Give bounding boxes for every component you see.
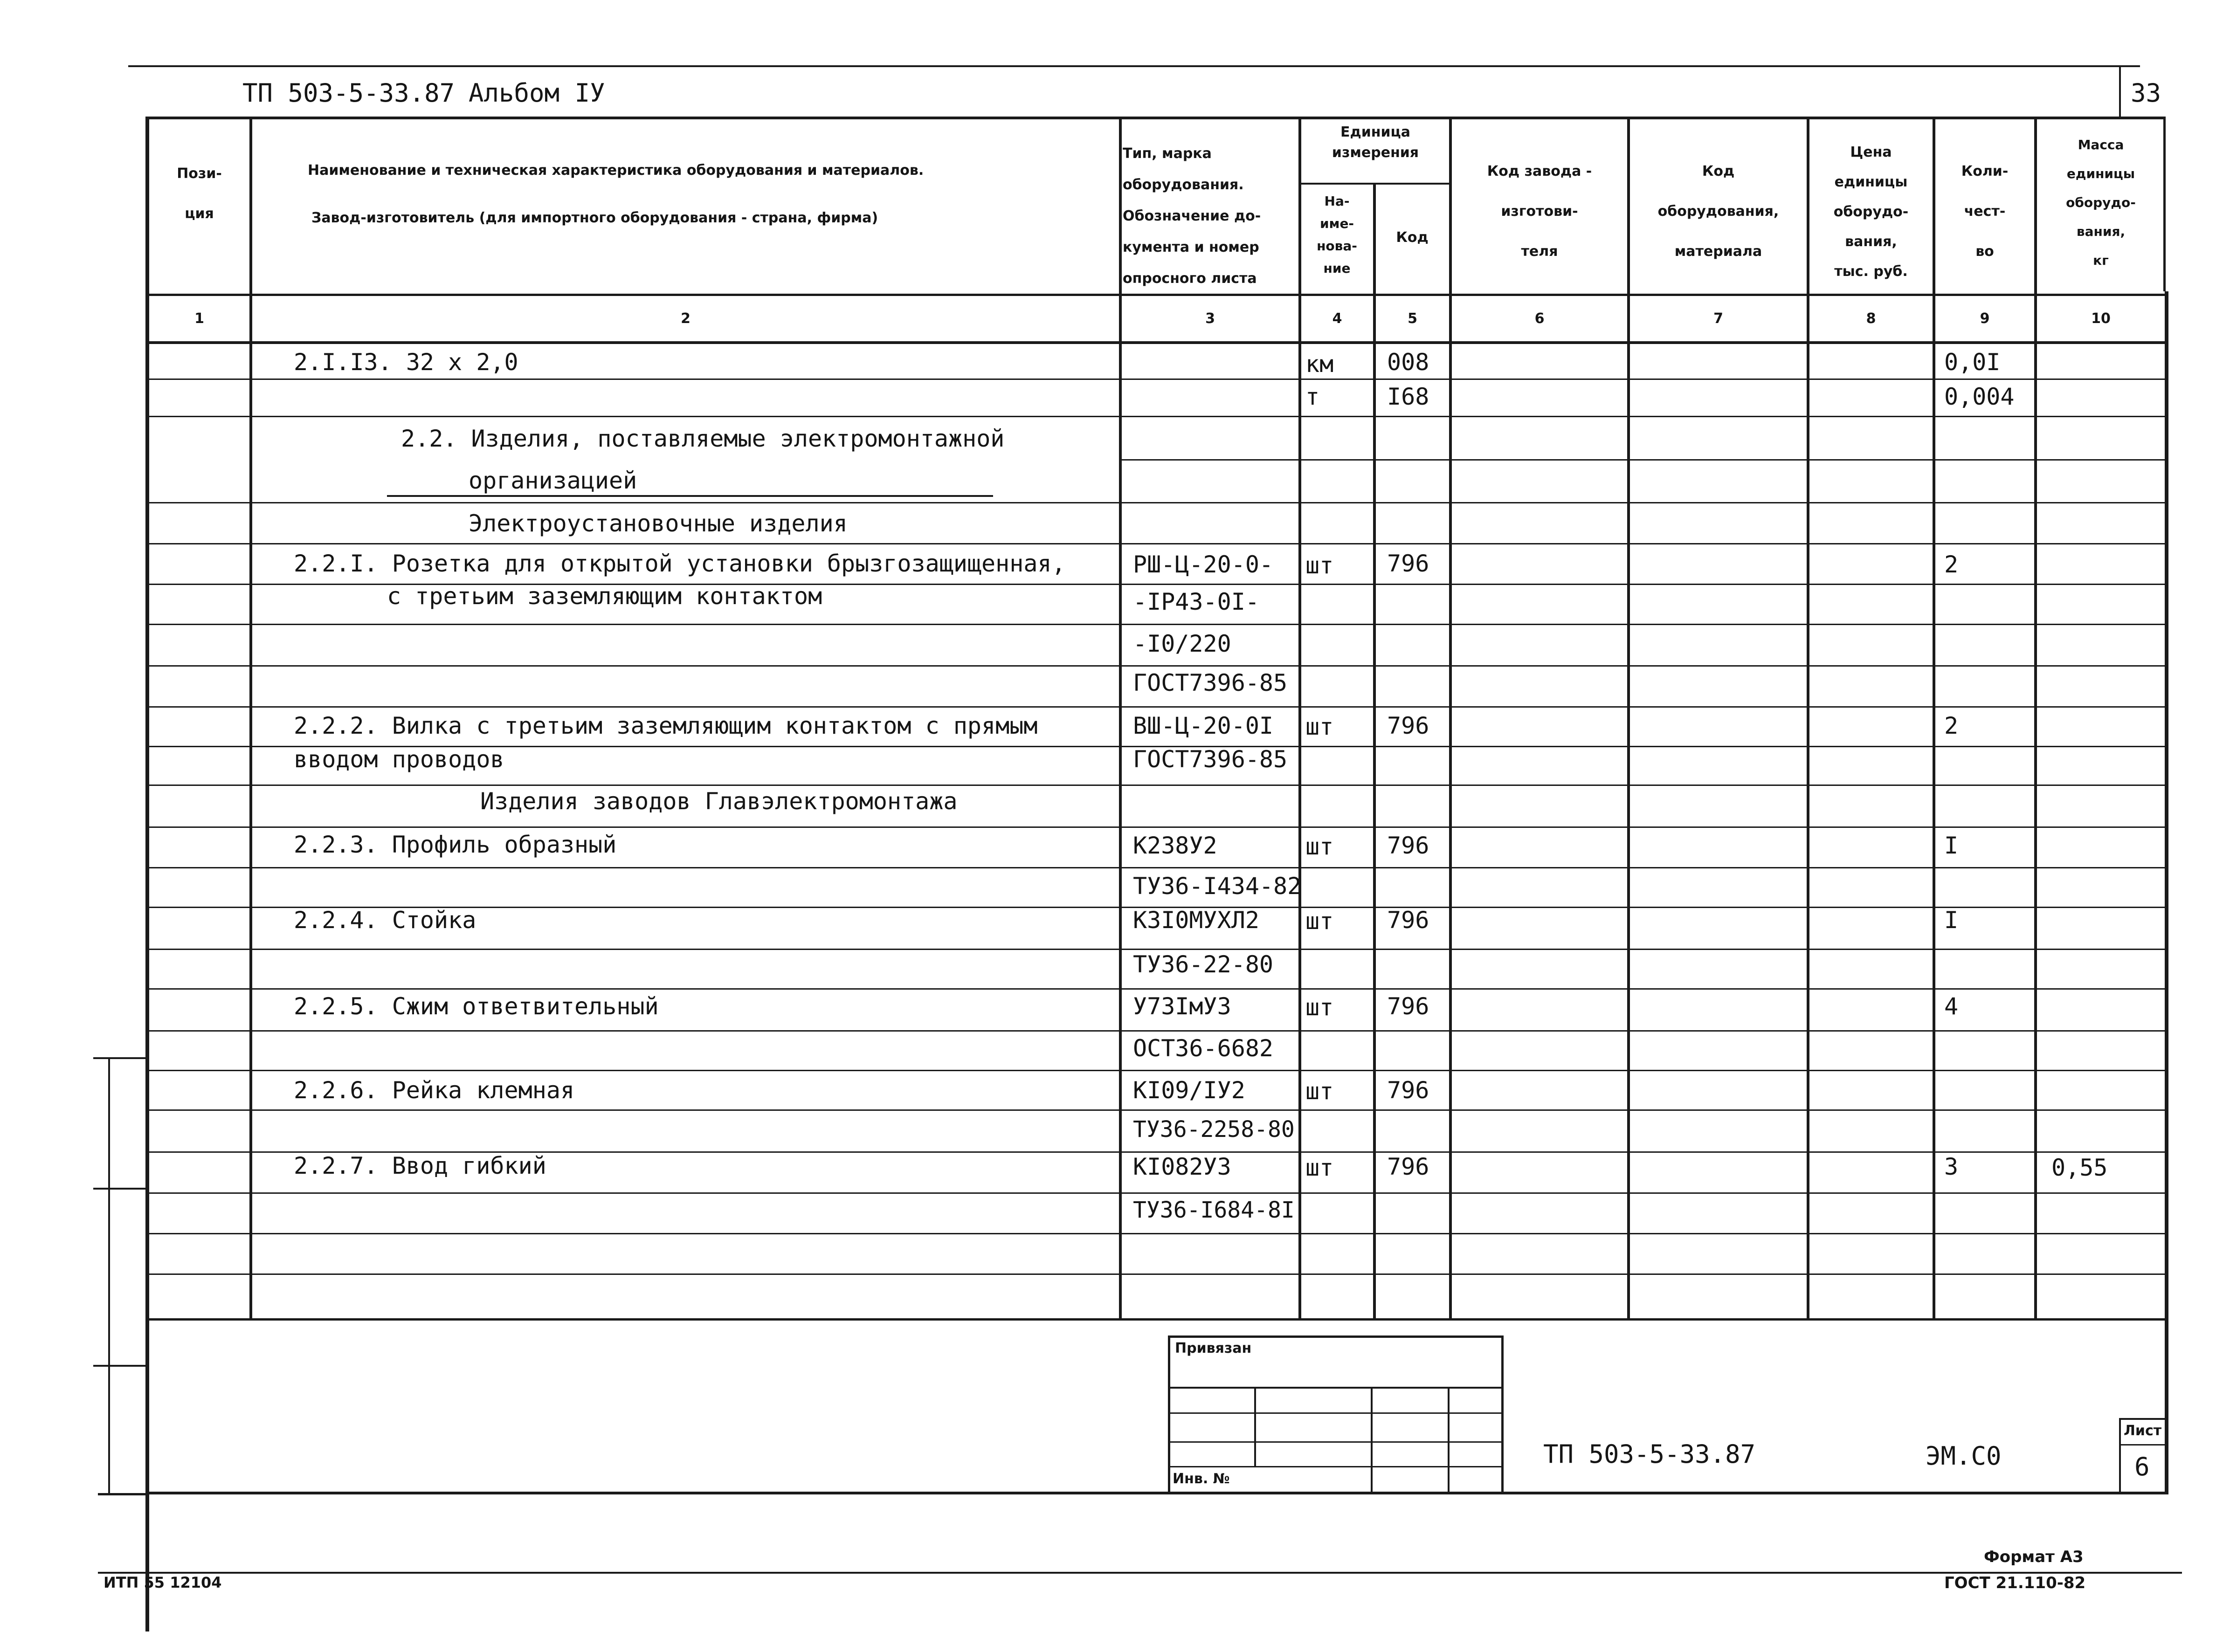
footer-format: Формат А3 xyxy=(1984,1548,2084,1566)
table-right-border xyxy=(2165,291,2168,1494)
page-number-box-left xyxy=(2119,65,2121,117)
col-num-9: 9 xyxy=(1980,310,1990,327)
row-type: -IР43-0I- xyxy=(1133,588,1259,615)
row-rule xyxy=(148,1192,2165,1194)
row-rule xyxy=(148,1233,2165,1234)
row-name: 2.2.3. Профиль образный xyxy=(294,831,617,858)
inv-number-label: Инв. № xyxy=(1173,1471,1230,1487)
privyazan-col xyxy=(1448,1387,1450,1494)
row-unit: шт xyxy=(1305,552,1334,579)
row-qty: 2 xyxy=(1944,712,1959,739)
footer-rule xyxy=(98,1572,2182,1574)
row-qty: I xyxy=(1944,907,1959,934)
sheet-box-top xyxy=(2119,1418,2168,1420)
row-rule xyxy=(148,416,2165,417)
col-header-price: Цена единицы оборудо- вания, тыс. руб. xyxy=(1833,144,1909,280)
row-rule xyxy=(148,1273,2165,1275)
col-line-1 xyxy=(249,117,252,1319)
row-type: -I0/220 xyxy=(1133,630,1231,657)
row-type: ОСТ36-6682 xyxy=(1133,1035,1274,1062)
col-header-name-line2: Завод-изготовитель (для импортного оборудования - страна, фирма) xyxy=(311,210,878,226)
page-number: 33 xyxy=(2131,78,2161,108)
col-num-6: 6 xyxy=(1534,310,1545,327)
row-qty: 0,0I xyxy=(1944,349,2001,376)
row-qty: I xyxy=(1944,832,1959,859)
col-header-type: Тип, марка оборудования. Обозначение до- кумента и номер опросного листа xyxy=(1123,145,1261,287)
row-rule xyxy=(148,1030,2165,1032)
privyazan-left xyxy=(1168,1335,1170,1494)
row-code: 008 xyxy=(1387,349,1429,376)
col-line-2 xyxy=(1119,117,1122,1319)
row-type: КI09/IУ2 xyxy=(1133,1077,1245,1104)
row-qty: 3 xyxy=(1944,1153,1959,1180)
row-name: 2.I.I3. 32 х 2,0 xyxy=(294,349,518,376)
privyazan-top xyxy=(1168,1335,1504,1338)
row-type: У73IмУ3 xyxy=(1133,993,1231,1020)
row-name: 2.2.4. Стойка xyxy=(294,907,476,934)
table-top-border xyxy=(148,117,2165,119)
col-num-7: 7 xyxy=(1713,310,1723,327)
binding-strip-line xyxy=(108,1057,110,1493)
row-rule xyxy=(148,502,2165,503)
col-line-3 xyxy=(1298,117,1301,1319)
row-rule xyxy=(148,665,2165,667)
col-header-quantity: Коли- чест- во xyxy=(1961,163,2009,260)
row-name: с третьим заземляющим контактом xyxy=(387,583,822,610)
header-doc-code: ТП 503-5-33.87 xyxy=(242,78,455,108)
row-qty: 2 xyxy=(1944,551,1959,578)
sheet-label: Лист xyxy=(2124,1423,2162,1439)
row-name: 2.2.I. Розетка для открытой установки брызгозащищенная, xyxy=(294,550,1066,577)
row-name: 2.2.2. Вилка с третьим заземляющим контактом с прямым xyxy=(294,712,1038,739)
row-rule xyxy=(148,988,2165,990)
col-num-8: 8 xyxy=(1866,310,1876,327)
row-code: 796 xyxy=(1387,712,1429,739)
row-name: 2.2.7. Ввод гибкий xyxy=(294,1152,546,1179)
row-type: ТУ36-22-80 xyxy=(1133,951,1274,978)
row-code: 796 xyxy=(1387,550,1429,577)
subsection-title: Изделия заводов Главэлектромонтажа xyxy=(480,788,958,815)
row-type: ТУ36-I434-82 xyxy=(1133,873,1302,900)
row-rule xyxy=(148,379,2165,380)
privyazan-rule xyxy=(1168,1466,1504,1467)
col-header-name-line1: Наименование и техническая характеристика оборудования и материалов. xyxy=(308,162,924,179)
col-header-factory-code: Код завода - изготови- теля xyxy=(1487,163,1592,260)
title-section: ЭМ.С0 xyxy=(1926,1441,2002,1471)
row-rule xyxy=(148,826,2165,828)
row-unit: шт xyxy=(1305,994,1334,1021)
row-unit: шт xyxy=(1305,713,1334,740)
row-rule xyxy=(148,543,2165,544)
row-type: РШ-Ц-20-0- xyxy=(1133,551,1274,578)
privyazan-rule xyxy=(1168,1387,1504,1389)
row-unit: шт xyxy=(1305,908,1334,935)
row-unit: шт xyxy=(1305,1078,1334,1105)
privyazan-rule xyxy=(1168,1441,1504,1443)
col-line-4 xyxy=(1373,183,1376,1319)
col-header-position: Пози- ция xyxy=(177,165,222,222)
row-name: 2.2.6. Рейка клемная xyxy=(294,1077,575,1104)
section-underline xyxy=(387,495,993,497)
sheet-box-rule xyxy=(2119,1444,2168,1446)
col-line-6 xyxy=(1627,117,1630,1319)
row-type: К238У2 xyxy=(1133,832,1217,859)
row-rule xyxy=(148,785,2165,786)
row-type: ГОСТ7396-85 xyxy=(1133,669,1288,696)
col-line-8 xyxy=(1933,117,1935,1319)
row-unit: шт xyxy=(1305,1154,1334,1181)
unit-group-rule xyxy=(1298,183,1452,185)
row-rule xyxy=(148,1070,2165,1071)
row-type: ВШ-Ц-20-0I xyxy=(1133,712,1274,739)
row-code: I68 xyxy=(1387,383,1429,410)
binding-mark xyxy=(98,1493,147,1495)
title-doc-code: ТП 503-5-33.87 xyxy=(1543,1439,1756,1469)
binding-mark xyxy=(93,1365,147,1367)
row-qty: 0,004 xyxy=(1944,383,2015,410)
row-code: 796 xyxy=(1387,993,1429,1020)
col-num-5: 5 xyxy=(1408,310,1417,327)
row-type: ГОСТ7396-85 xyxy=(1133,746,1288,773)
privyazan-right xyxy=(1501,1335,1504,1494)
row-rule xyxy=(148,949,2165,950)
row-code: 796 xyxy=(1387,832,1429,859)
privyazan-col xyxy=(1371,1387,1373,1494)
col-header-unit-name: На- име- нова- ние xyxy=(1317,193,1357,276)
section-title: 2.2. Изделия, поставляемые электромонтажной xyxy=(401,425,1005,452)
row-rule xyxy=(148,867,2165,868)
col-num-2: 2 xyxy=(681,310,690,327)
row-rule xyxy=(148,706,2165,708)
row-qty: 4 xyxy=(1944,993,1959,1020)
title-block-bottom xyxy=(148,1492,2168,1494)
binding-mark xyxy=(93,1057,147,1059)
col-line-7 xyxy=(1807,117,1809,1319)
row-type: КI082У3 xyxy=(1133,1153,1231,1180)
col-line-9 xyxy=(2034,117,2037,1319)
sheet-box-left xyxy=(2119,1418,2121,1493)
col-num-4: 4 xyxy=(1332,310,1342,327)
colnum-bottom-rule xyxy=(148,341,2165,344)
row-type: ТУ36-2258-80 xyxy=(1133,1116,1295,1143)
col-num-1: 1 xyxy=(194,310,204,327)
binding-mark xyxy=(93,1188,147,1190)
row-code: 796 xyxy=(1387,1153,1429,1180)
row-rule xyxy=(148,624,2165,625)
row-code: 796 xyxy=(1387,907,1429,934)
sheet-number: 6 xyxy=(2134,1452,2150,1481)
row-unit: км xyxy=(1305,351,1334,378)
header-album: Альбом IУ xyxy=(469,78,605,108)
col-num-10: 10 xyxy=(2091,310,2111,327)
col-num-3: 3 xyxy=(1205,310,1215,327)
col-header-unit-group: Единица измерения xyxy=(1332,124,1419,161)
top-rule xyxy=(128,65,2140,67)
row-unit: т xyxy=(1305,383,1320,410)
col-header-unit-code: Код xyxy=(1396,229,1429,246)
privyazan-col xyxy=(1254,1387,1256,1466)
row-type: ТУ36-I684-8I xyxy=(1133,1197,1295,1223)
row-name: 2.2.5. Сжим ответвительный xyxy=(294,993,659,1020)
row-code: 796 xyxy=(1387,1077,1429,1104)
privyazan-label: Привязан xyxy=(1175,1340,1252,1356)
col-header-mass: Масса единицы оборудо- вания, кг xyxy=(2066,137,2136,268)
footer-gost: ГОСТ 21.110-82 xyxy=(1944,1574,2086,1592)
subsection-title: Электроустановочные изделия xyxy=(469,510,848,537)
section-title-cont: организацией xyxy=(469,467,637,494)
row-rule xyxy=(1119,459,2165,461)
row-unit: шт xyxy=(1305,833,1334,860)
row-type: К3I0МУХЛ2 xyxy=(1133,907,1259,934)
table-body-bottom-rule xyxy=(148,1318,2165,1321)
privyazan-rule xyxy=(1168,1412,1504,1414)
row-name: вводом проводов xyxy=(294,746,504,773)
col-header-equipment-code: Код оборудования, материала xyxy=(1657,163,1779,260)
footer-code: ИТП 55 12104 xyxy=(104,1574,222,1591)
row-rule xyxy=(148,1109,2165,1111)
row-mass: 0,55 xyxy=(2051,1154,2108,1181)
col-line-5 xyxy=(1449,117,1452,1319)
